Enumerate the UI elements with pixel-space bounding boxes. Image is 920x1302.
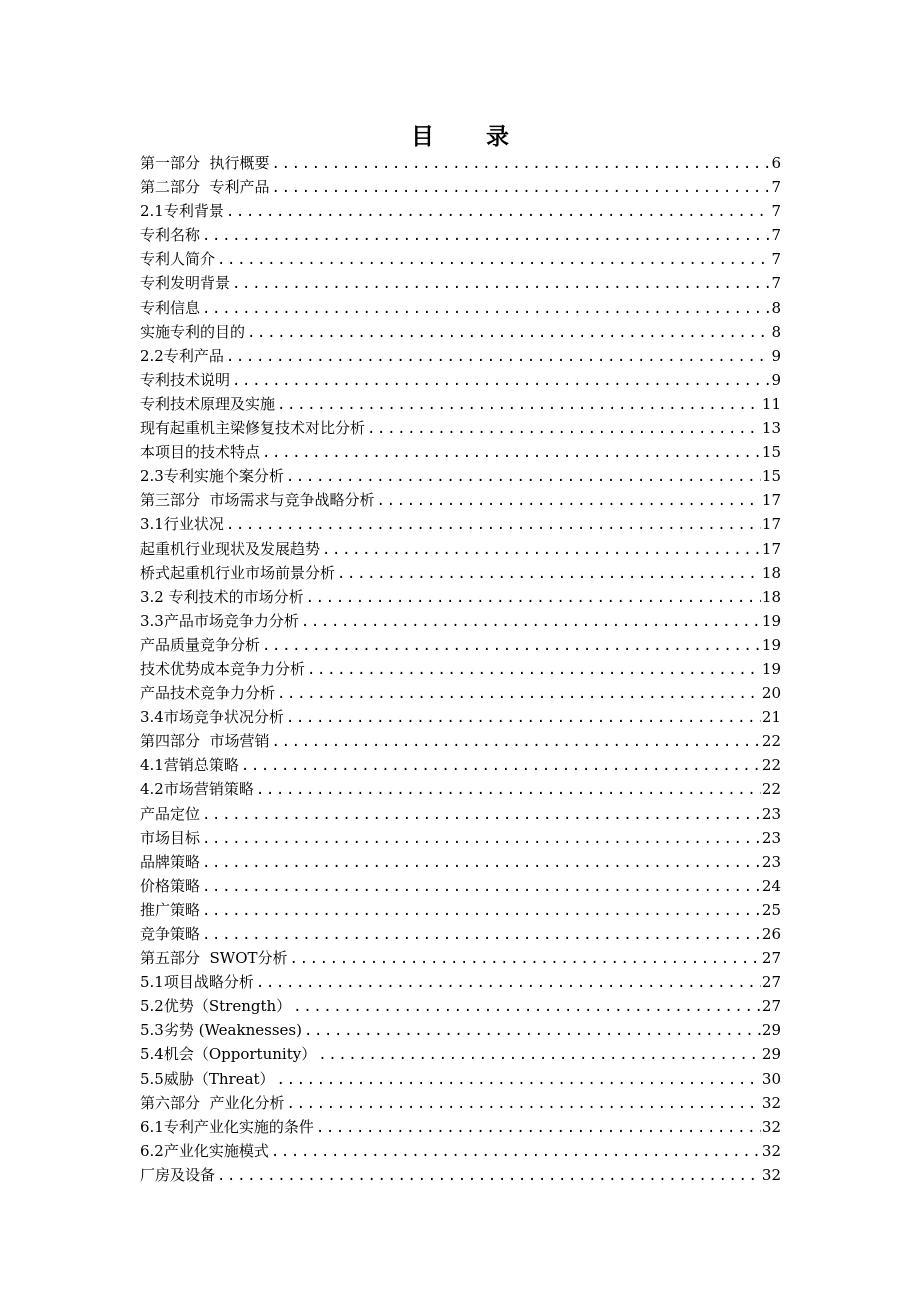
toc-dot-leader <box>202 923 761 946</box>
toc-title: 目 录 <box>410 123 531 150</box>
toc-entry-page-number: 7 <box>771 226 781 245</box>
toc-entry-page-number: 27 <box>761 997 781 1016</box>
toc-entry-page-number: 25 <box>761 900 781 919</box>
toc-entry[interactable] <box>140 199 781 223</box>
toc-entry[interactable] <box>140 946 781 970</box>
toc-dot-leader <box>301 610 761 633</box>
toc-entry-page-number: 22 <box>761 780 781 799</box>
toc-entry-label: 产品质量竞争分析 <box>140 635 261 654</box>
toc-entry[interactable] <box>140 561 781 585</box>
toc-entry[interactable] <box>140 368 781 392</box>
toc-entry[interactable] <box>140 344 781 368</box>
toc-entry[interactable] <box>140 464 781 488</box>
toc-entry-label: 本项目的技术特点 <box>140 443 261 462</box>
toc-entry[interactable] <box>140 175 781 199</box>
toc-entry-page-number: 30 <box>761 1069 781 1088</box>
toc-entry-page-number: 8 <box>771 322 781 341</box>
toc-dot-leader <box>316 1116 761 1139</box>
toc-entry-label: 价格策略 <box>140 876 201 895</box>
toc-entry-page-number: 9 <box>771 346 781 365</box>
toc-entry-label: 技术优势成本竞争力分析 <box>140 659 306 678</box>
toc-dot-leader <box>262 634 761 657</box>
toc-dot-leader <box>272 152 771 175</box>
toc-dot-leader <box>247 321 770 344</box>
toc-entry-label: 第二部分 专利产品 <box>140 178 270 197</box>
toc-entry-label: 专利名称 <box>140 226 201 245</box>
toc-entry-label: 3.4市场竞争状况分析 <box>140 708 284 727</box>
toc-entry[interactable] <box>140 705 781 729</box>
toc-dot-leader <box>202 803 761 826</box>
toc-entry-label: 第四部分 市场营销 <box>140 732 270 751</box>
toc-entry[interactable] <box>140 1042 781 1066</box>
toc-entry-page-number: 8 <box>771 298 781 317</box>
toc-entry[interactable] <box>140 585 781 609</box>
toc-dot-leader <box>256 971 761 994</box>
toc-entry[interactable] <box>140 1091 781 1115</box>
toc-entry[interactable] <box>140 512 781 536</box>
toc-entry[interactable] <box>140 1115 781 1139</box>
toc-entry-page-number: 32 <box>761 1093 781 1112</box>
toc-dot-leader <box>226 200 771 223</box>
toc-entry[interactable] <box>140 271 781 295</box>
toc-entry-label: 第一部分 执行概要 <box>140 154 270 172</box>
toc-entry[interactable] <box>140 1139 781 1163</box>
toc-entry-page-number: 18 <box>761 563 781 582</box>
toc-entry-label: 市场目标 <box>140 828 201 847</box>
toc-entry-page-number: 17 <box>761 491 781 510</box>
toc-entry-label: 2.3专利实施个案分析 <box>140 467 284 486</box>
toc-dot-leader <box>241 754 761 777</box>
toc-dot-leader <box>202 851 761 874</box>
toc-entry-label: 2.2专利产品 <box>140 346 224 365</box>
toc-entry-page-number: 13 <box>761 419 781 438</box>
toc-entry[interactable] <box>140 826 781 850</box>
toc-dot-leader <box>202 224 770 247</box>
toc-dot-leader <box>256 778 761 801</box>
toc-dot-leader <box>304 1019 761 1042</box>
toc-entry-page-number: 23 <box>761 852 781 871</box>
toc-entry[interactable] <box>140 777 781 801</box>
toc-entry-page-number: 29 <box>761 1021 781 1040</box>
toc-dot-leader <box>232 369 770 392</box>
toc-entry[interactable] <box>140 753 781 777</box>
toc-entry[interactable] <box>140 874 781 898</box>
toc-entry-label: 3.3产品市场竞争力分析 <box>140 611 299 630</box>
toc-entry[interactable] <box>140 898 781 922</box>
toc-entry-label: 6.1专利产业化实施的条件 <box>140 1117 314 1136</box>
toc-entry-label: 专利技术说明 <box>140 370 231 389</box>
toc-entry-label: 桥式起重机行业市场前景分析 <box>140 563 336 582</box>
toc-entry[interactable] <box>140 223 781 247</box>
toc-entry-label: 厂房及设备 <box>140 1165 216 1184</box>
toc-entry-page-number: 22 <box>761 756 781 775</box>
toc-entry-label: 实施专利的目的 <box>140 322 246 341</box>
toc-entry[interactable] <box>140 802 781 826</box>
toc-entry-label: 专利人简介 <box>140 250 216 269</box>
toc-entry-label: 3.2 专利技术的市场分析 <box>140 587 304 606</box>
toc-entry-page-number: 26 <box>761 925 781 943</box>
toc-entry[interactable] <box>140 657 781 681</box>
toc-entry-label: 第三部分 市场需求与竞争战略分析 <box>140 491 375 510</box>
toc-entry-page-number: 29 <box>761 1045 781 1064</box>
toc-dot-leader <box>377 489 761 512</box>
toc-entry-page-number: 21 <box>761 708 781 727</box>
toc-entry-page-number: 7 <box>771 274 781 293</box>
toc-entry[interactable] <box>140 247 781 271</box>
toc-dot-leader <box>277 682 761 705</box>
toc-dot-leader <box>277 393 761 416</box>
toc-entry-page-number: 15 <box>761 443 781 462</box>
toc-dot-leader <box>286 706 761 729</box>
toc-entry-page-number: 20 <box>761 684 781 703</box>
toc-entry-page-number: 19 <box>761 659 781 678</box>
toc-entry[interactable] <box>140 392 781 416</box>
toc-dot-leader <box>277 1068 761 1091</box>
toc-dot-leader <box>287 1092 761 1115</box>
toc-entry[interactable] <box>140 729 781 753</box>
toc-dot-leader <box>262 441 761 464</box>
toc-entry[interactable] <box>140 1067 781 1091</box>
toc-entry-page-number: 22 <box>761 732 781 751</box>
toc-entry-page-number: 24 <box>761 876 781 895</box>
toc-dot-leader <box>306 586 761 609</box>
toc-entry-label: 5.1项目战略分析 <box>140 973 254 992</box>
toc-entry[interactable] <box>140 488 781 512</box>
toc-entry-page-number: 27 <box>761 973 781 992</box>
toc-list <box>140 151 781 1187</box>
toc-entry-page-number: 7 <box>771 250 781 269</box>
toc-entry-label: 起重机行业现状及发展趋势 <box>140 539 321 558</box>
toc-entry-label: 竞争策略 <box>140 925 201 943</box>
toc-entry-page-number: 18 <box>761 587 781 606</box>
toc-dot-leader <box>286 465 761 488</box>
toc-entry[interactable] <box>140 633 781 657</box>
toc-dot-leader <box>226 513 761 536</box>
toc-dot-leader <box>307 658 761 681</box>
toc-dot-leader <box>322 538 761 561</box>
toc-entry-label: 第六部分 产业化分析 <box>140 1093 285 1112</box>
toc-entry-label: 5.2优势（Strength） <box>140 997 292 1016</box>
toc-entry-page-number: 32 <box>761 1117 781 1136</box>
toc-entry[interactable] <box>140 296 781 320</box>
toc-entry-page-number: 27 <box>761 949 781 968</box>
toc-entry-label: 品牌策略 <box>140 852 201 871</box>
toc-entry-label: 产品技术竞争力分析 <box>140 684 276 703</box>
toc-dot-leader <box>290 947 761 970</box>
toc-entry[interactable] <box>140 151 781 175</box>
toc-entry[interactable] <box>140 922 781 946</box>
toc-entry[interactable] <box>140 416 781 440</box>
toc-entry-label: 现有起重机主梁修复技术对比分析 <box>140 419 366 438</box>
toc-dot-leader <box>202 875 761 898</box>
toc-entry-label: 5.3劣势 (Weaknesses) <box>140 1021 302 1040</box>
toc-dot-leader <box>202 827 761 850</box>
toc-entry-label: 专利发明背景 <box>140 274 231 293</box>
toc-entry-label: 专利信息 <box>140 298 201 317</box>
toc-entry-label: 6.2产业化实施模式 <box>140 1141 269 1160</box>
toc-entry[interactable] <box>140 320 781 344</box>
toc-dot-leader <box>232 272 770 295</box>
toc-dot-leader <box>202 899 761 922</box>
toc-dot-leader <box>202 297 770 320</box>
toc-entry-page-number: 23 <box>761 828 781 847</box>
toc-dot-leader <box>217 1164 761 1187</box>
toc-entry[interactable] <box>140 609 781 633</box>
toc-entry-page-number: 6 <box>771 154 781 172</box>
toc-entry-label: 2.1专利背景 <box>140 202 224 221</box>
toc-dot-leader <box>367 417 761 440</box>
toc-entry-page-number: 7 <box>771 178 781 197</box>
toc-entry-label: 第五部分 SWOT分析 <box>140 949 288 968</box>
toc-entry-page-number: 11 <box>761 394 781 413</box>
toc-entry-label: 4.1营销总策略 <box>140 756 239 775</box>
toc-entry-label: 5.5威胁（Threat） <box>140 1069 275 1088</box>
toc-dot-leader <box>293 995 761 1018</box>
toc-entry[interactable] <box>140 1163 781 1187</box>
toc-entry-page-number: 15 <box>761 467 781 486</box>
toc-entry[interactable] <box>140 537 781 561</box>
toc-entry[interactable] <box>140 850 781 874</box>
toc-entry-label: 5.4机会（Opportunity） <box>140 1045 317 1064</box>
toc-entry-page-number: 32 <box>761 1141 781 1160</box>
toc-entry[interactable] <box>140 1018 781 1042</box>
toc-entry[interactable] <box>140 681 781 705</box>
toc-dot-leader <box>226 345 771 368</box>
toc-entry-page-number: 32 <box>761 1165 781 1184</box>
toc-dot-leader <box>271 1140 761 1163</box>
toc-entry-page-number: 7 <box>771 202 781 221</box>
toc-dot-leader <box>318 1043 761 1066</box>
toc-entry-label: 产品定位 <box>140 804 201 823</box>
toc-entry-page-number: 19 <box>761 611 781 630</box>
toc-entry-page-number: 17 <box>761 539 781 558</box>
toc-entry-page-number: 17 <box>761 515 781 534</box>
toc-dot-leader <box>337 562 761 585</box>
toc-dot-leader <box>217 248 770 271</box>
toc-dot-leader <box>272 176 771 199</box>
toc-entry-label: 专利技术原理及实施 <box>140 394 276 413</box>
toc-entry-page-number: 19 <box>761 635 781 654</box>
toc-entry[interactable] <box>140 970 781 994</box>
toc-entry[interactable] <box>140 994 781 1018</box>
toc-entry-label: 3.1行业状况 <box>140 515 224 534</box>
toc-entry-label: 推广策略 <box>140 900 201 919</box>
toc-entry-page-number: 23 <box>761 804 781 823</box>
toc-entry[interactable] <box>140 440 781 464</box>
toc-entry-page-number: 9 <box>771 370 781 389</box>
toc-dot-leader <box>272 730 761 753</box>
toc-entry-label: 4.2市场营销策略 <box>140 780 254 799</box>
